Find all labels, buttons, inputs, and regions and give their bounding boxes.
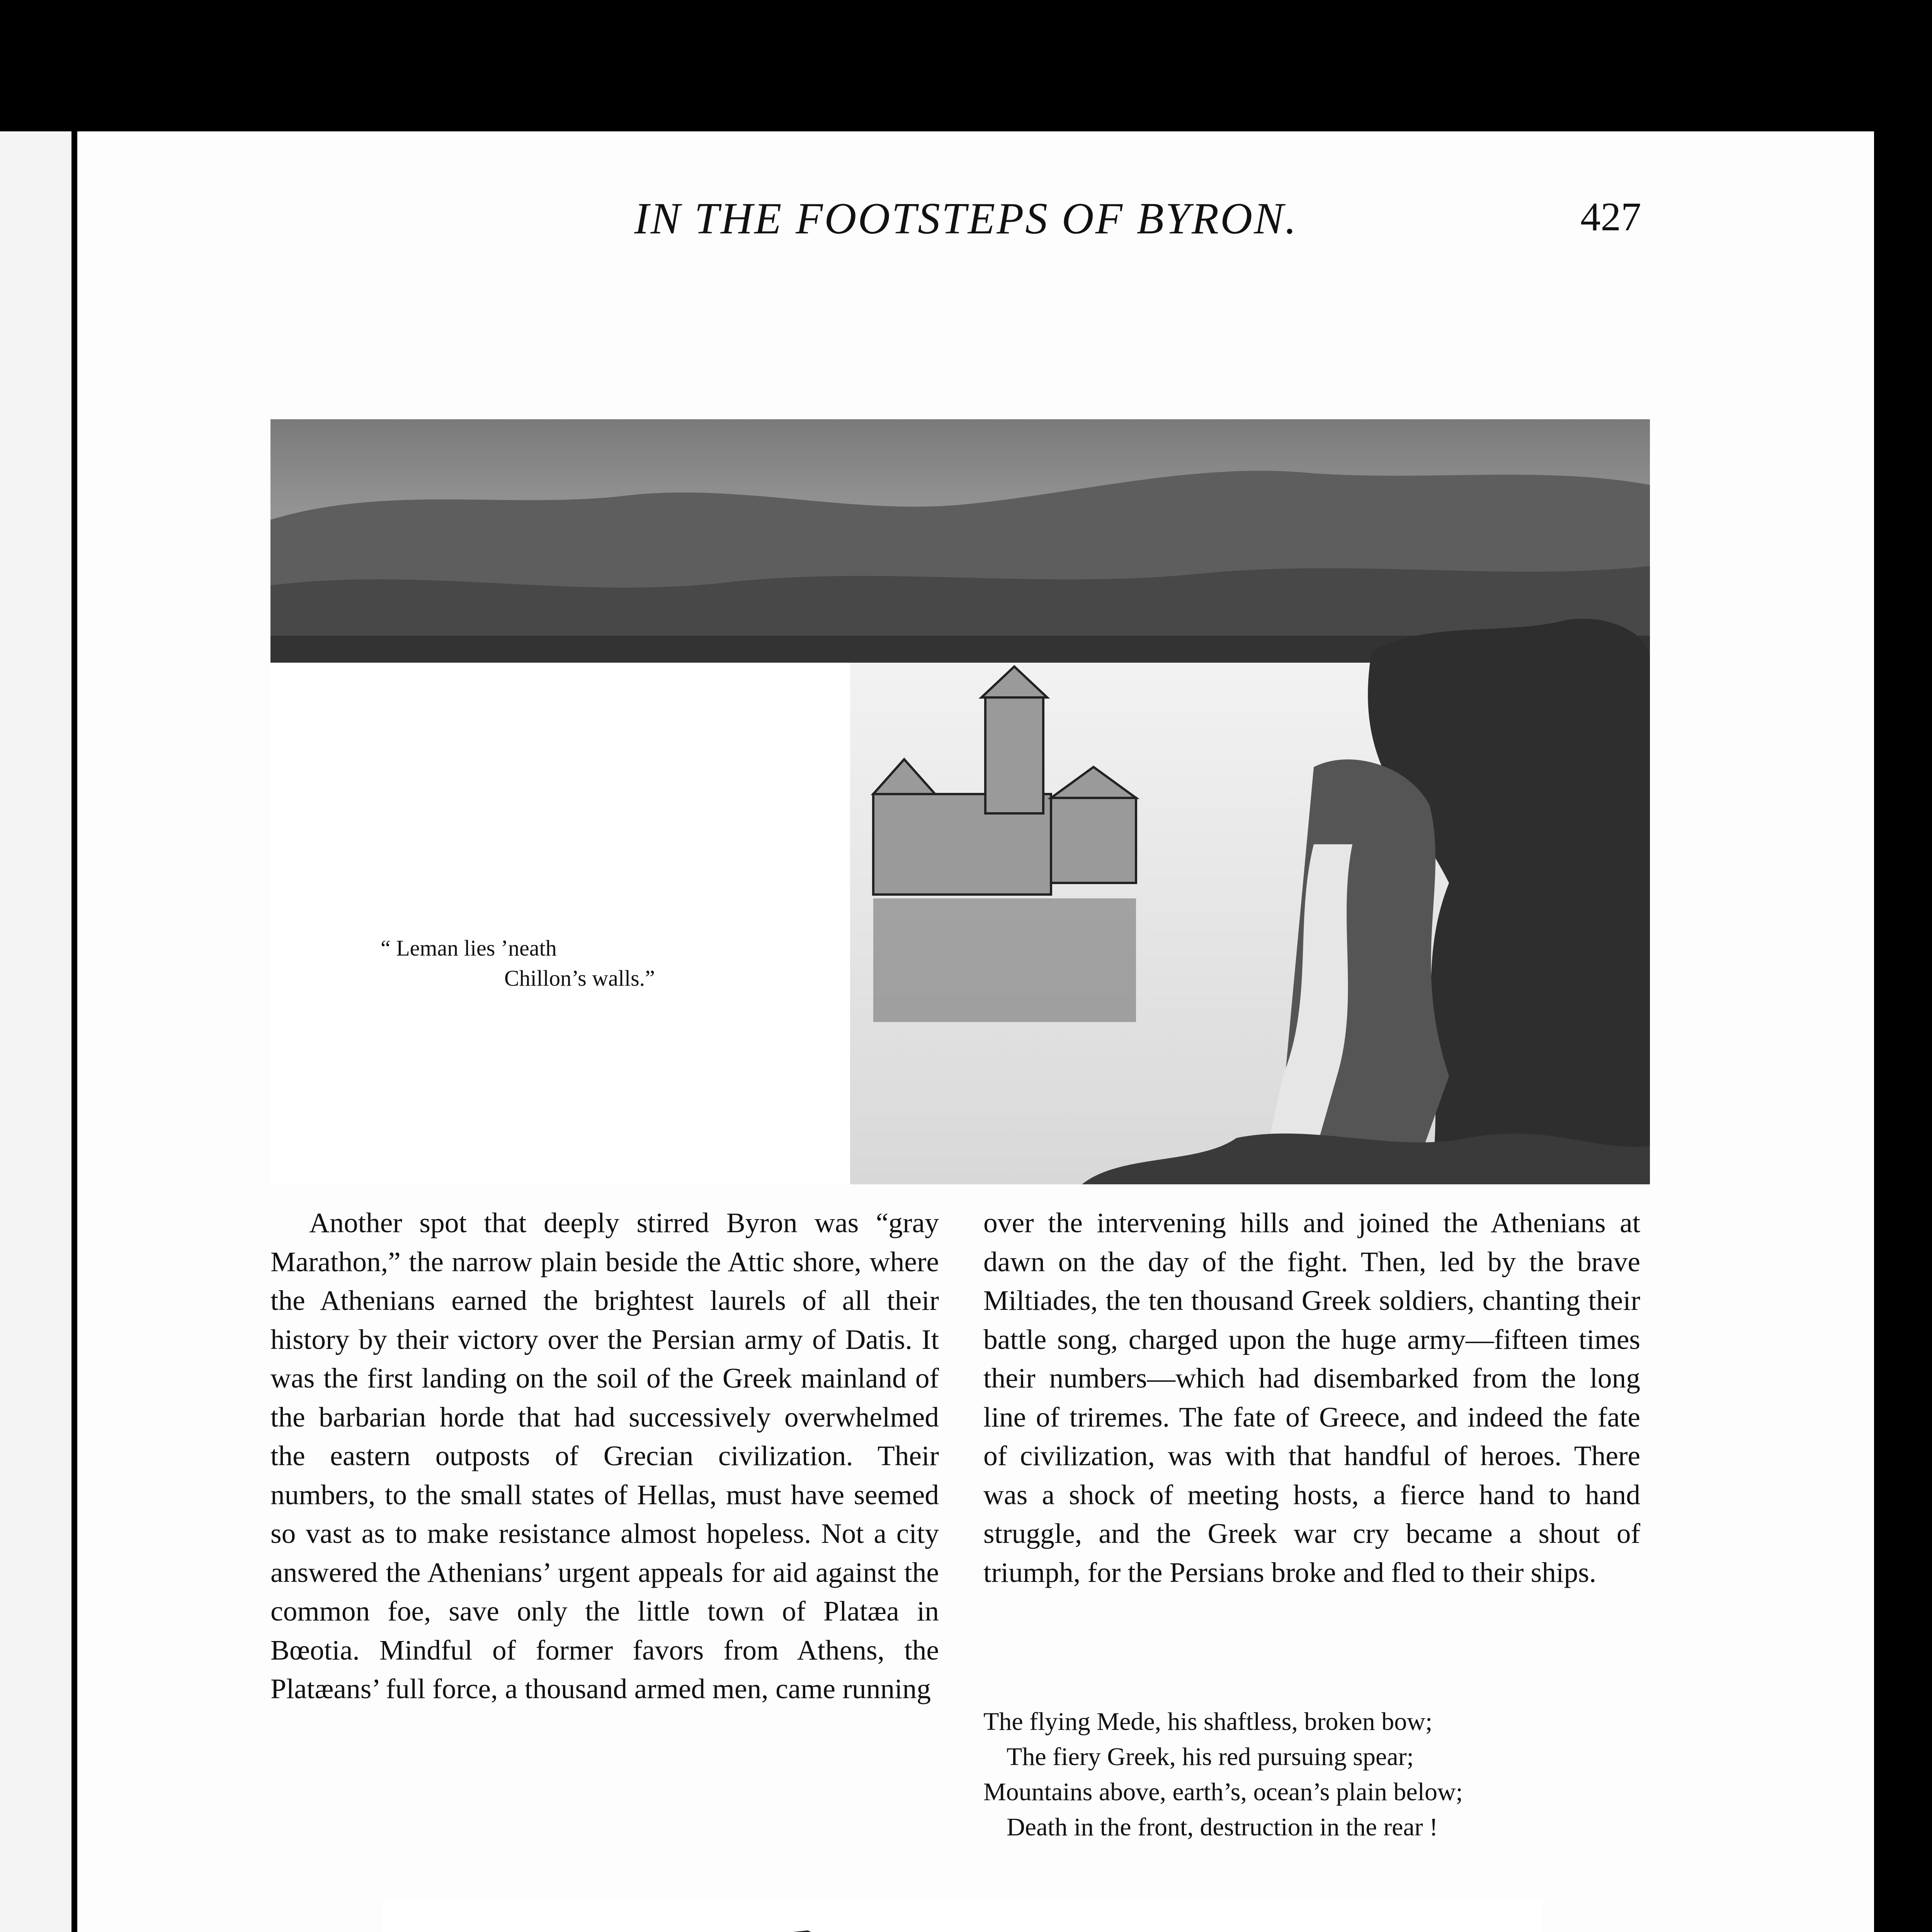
text-column-right [983, 1204, 1640, 1592]
running-header: IN THE FOOTSTEPS OF BYRON. [634, 194, 1298, 243]
coliseum-drawing [383, 1901, 1542, 1932]
chillon-illustration [270, 419, 1650, 1184]
chillon-drawing [270, 419, 1650, 1184]
body-paragraph-right: over the intervening hills and joined the Athenians at dawn on the day of the fight. Then, led by the brave Miltiades, the ten thousand Greek soldiers, chanting their battle song, charged upon the huge army—fifteen times their numbers—which had disembarked from the long line of triremes. The fate of Greece, and indeed the fate of civilization, was with that handful of heroes. There was a shock of meeting hosts, a fierce hand to hand struggle, and the Greek war cry became a shout of triumph, for the Persians broke and fled to their ships. [983, 1207, 1640, 1588]
coliseum-illustration [383, 1901, 1542, 1932]
poem-stanza [983, 1704, 1640, 1845]
facing-page-edge [0, 131, 71, 1932]
chillon-caption [381, 933, 748, 993]
poem-line: The fiery Greek, his red pursuing spear; [1007, 1743, 1414, 1771]
chillon-caption-line2: Chillon’s walls.” [504, 966, 655, 991]
poem-line: Death in the front, destruction in the rear ! [1007, 1813, 1438, 1841]
body-paragraph-left: Another spot that deeply stirred Byron was “gray Marathon,” the narrow plain beside the Attic shore, where the Athenians earned the brightest laurels of all their history by their victory over the Persian army of Datis. It was the first landing on the soil of the Greek mainland of the barbarian horde that had successively overwhelmed the eastern outposts of Grecian civilization. Their numbers, to the small states of Hellas, must have seemed so vast as to make resistance almost hopeless. Not a city answered the Athenians’ urgent appeals for aid against the common foe, save only the little town of Platæa in Bœotia. Mindful of former favors from Athens, the Platæans’ full force, a thousand armed men, came running [270, 1207, 939, 1704]
text-column-left [270, 1204, 939, 1709]
poem-line: Mountains above, earth’s, ocean’s plain below; [983, 1778, 1463, 1806]
chillon-caption-line1: “ Leman lies ’neath [381, 935, 557, 961]
page-number: 427 [1580, 194, 1641, 239]
poem-line: The flying Mede, his shaftless, broken bow; [983, 1708, 1433, 1736]
